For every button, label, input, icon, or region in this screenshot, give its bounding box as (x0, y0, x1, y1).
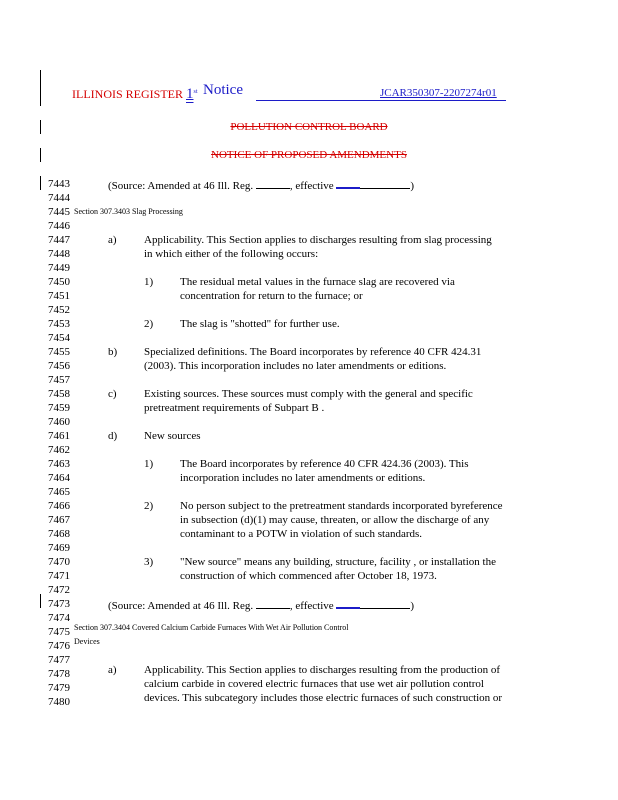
item-label: 3) (144, 556, 154, 568)
header-underline (256, 100, 506, 101)
item-text: Specialized definitions. The Board incorporates by reference 40 CFR 424.31 (144, 346, 482, 358)
line-number: 7470 (48, 556, 70, 568)
source-prefix: (Source: Amended at 46 Ill. Reg. (108, 600, 256, 612)
register-header (72, 86, 198, 103)
item-label: c) (108, 388, 117, 400)
item-label: 2) (144, 500, 154, 512)
line-number: 7471 (48, 570, 70, 582)
line-number: 7466 (48, 500, 70, 512)
item-text: in subsection (d)(1) may cause, threaten, or allow the discharge of any (180, 514, 490, 526)
item-text: calcium carbide in covered electric furnaces that use wet air pollution control (144, 678, 484, 690)
item-text: The Board incorporates by reference 40 CFR 424.36 (2003). This (180, 458, 469, 470)
line-number: 7469 (48, 542, 70, 554)
item-text: The slag is "shotted" for further use. (180, 318, 340, 330)
blank-date-blue (336, 597, 360, 609)
section-heading-3404: Section 307.3404 Covered Calcium Carbide Furnaces With Wet Air Pollution Control (74, 623, 349, 632)
line-number: 7461 (48, 430, 70, 442)
register-title: ILLINOIS REGISTER (72, 87, 183, 101)
line-number: 7443 (48, 178, 70, 190)
item-label: a) (108, 234, 117, 246)
line-number: 7472 (48, 584, 70, 596)
item-text: (2003). This incorporation includes no later amendments or editions. (144, 360, 447, 372)
line-number: 7467 (48, 514, 70, 526)
item-label: 1) (144, 276, 154, 288)
source-mid: , effective (289, 600, 337, 612)
line-number: 7448 (48, 248, 70, 260)
source-prefix: (Source: Amended at 46 Ill. Reg. (108, 180, 256, 192)
item-text: Applicability. This Section applies to discharges resulting from slag processing (144, 234, 492, 246)
line-number: 7454 (48, 332, 70, 344)
page-number-suffix: st (193, 89, 198, 95)
line-number: 7480 (48, 696, 70, 708)
item-label: 1) (144, 458, 154, 470)
blank-date (360, 178, 410, 189)
line-number: 7479 (48, 682, 70, 694)
change-bar (40, 70, 41, 106)
change-bar (40, 594, 41, 608)
line-number: 7473 (48, 598, 70, 610)
jcar-code: JCAR350307-2207274r01 (380, 87, 497, 99)
line-number: 7449 (48, 262, 70, 274)
item-text: Existing sources. These sources must comply with the general and specific (144, 388, 473, 400)
blank-date-blue (336, 177, 360, 189)
item-text: The residual metal values in the furnace slag are recovered via (180, 276, 455, 288)
item-text: No person subject to the pretreatment standards incorporated byreference (180, 500, 503, 512)
line-number: 7478 (48, 668, 70, 680)
line-number: 7476 (48, 640, 70, 652)
source-note (108, 597, 414, 613)
item-text: incorporation includes no later amendments or editions. (180, 472, 426, 484)
line-number: 7465 (48, 486, 70, 498)
line-number: 7452 (48, 304, 70, 316)
item-label: d) (108, 430, 118, 442)
item-label: a) (108, 664, 117, 676)
change-bar (40, 176, 41, 190)
line-number: 7462 (48, 444, 70, 456)
blank-reg (256, 178, 290, 189)
line-number: 7455 (48, 346, 70, 358)
line-number: 7468 (48, 528, 70, 540)
section-heading-3403: Section 307.3403 Slag Processing (74, 207, 183, 216)
line-number: 7457 (48, 374, 70, 386)
item-text: construction of which commenced after October 18, 1973. (180, 570, 437, 582)
line-number: 7474 (48, 612, 70, 624)
item-text: "New source" means any building, structure, facility , or installation the (180, 556, 496, 568)
line-number: 7463 (48, 458, 70, 470)
line-number: 7456 (48, 360, 70, 372)
line-number: 7460 (48, 416, 70, 428)
page-number: 1 (186, 86, 194, 102)
line-number: 7451 (48, 290, 70, 302)
line-number: 7477 (48, 654, 70, 666)
board-title: POLLUTION CONTROL BOARD (230, 121, 388, 133)
item-text: in which either of the following occurs: (144, 248, 319, 260)
line-number: 7459 (48, 402, 70, 414)
notice-title: NOTICE OF PROPOSED AMENDMENTS (211, 149, 407, 161)
section-heading-3404-cont: Devices (74, 637, 100, 646)
blank-reg (256, 598, 290, 609)
line-number: 7444 (48, 192, 70, 204)
source-end: ) (410, 600, 415, 612)
notice-label: Notice (203, 82, 243, 98)
source-mid: , effective (289, 180, 337, 192)
item-text: concentration for return to the furnace; or (180, 290, 363, 302)
item-text: devices. This subcategory includes those electric furnaces of such construction or (144, 692, 503, 704)
line-number: 7458 (48, 388, 70, 400)
line-number: 7447 (48, 234, 70, 246)
line-number: 7450 (48, 276, 70, 288)
line-number: 7453 (48, 318, 70, 330)
item-text: pretreatment requirements of Subpart B . (144, 402, 325, 414)
item-label: b) (108, 346, 118, 358)
line-number: 7446 (48, 220, 70, 232)
source-note (108, 177, 414, 193)
blank-date (360, 598, 410, 609)
line-number: 7445 (48, 206, 70, 218)
item-text: contaminant to a POTW in violation of such standards. (180, 528, 423, 540)
line-number: 7464 (48, 472, 70, 484)
line-number: 7475 (48, 626, 70, 638)
item-text: New sources (144, 430, 201, 442)
item-label: 2) (144, 318, 154, 330)
item-text: Applicability. This Section applies to discharges resulting from the production of (144, 664, 501, 676)
source-end: ) (410, 180, 415, 192)
